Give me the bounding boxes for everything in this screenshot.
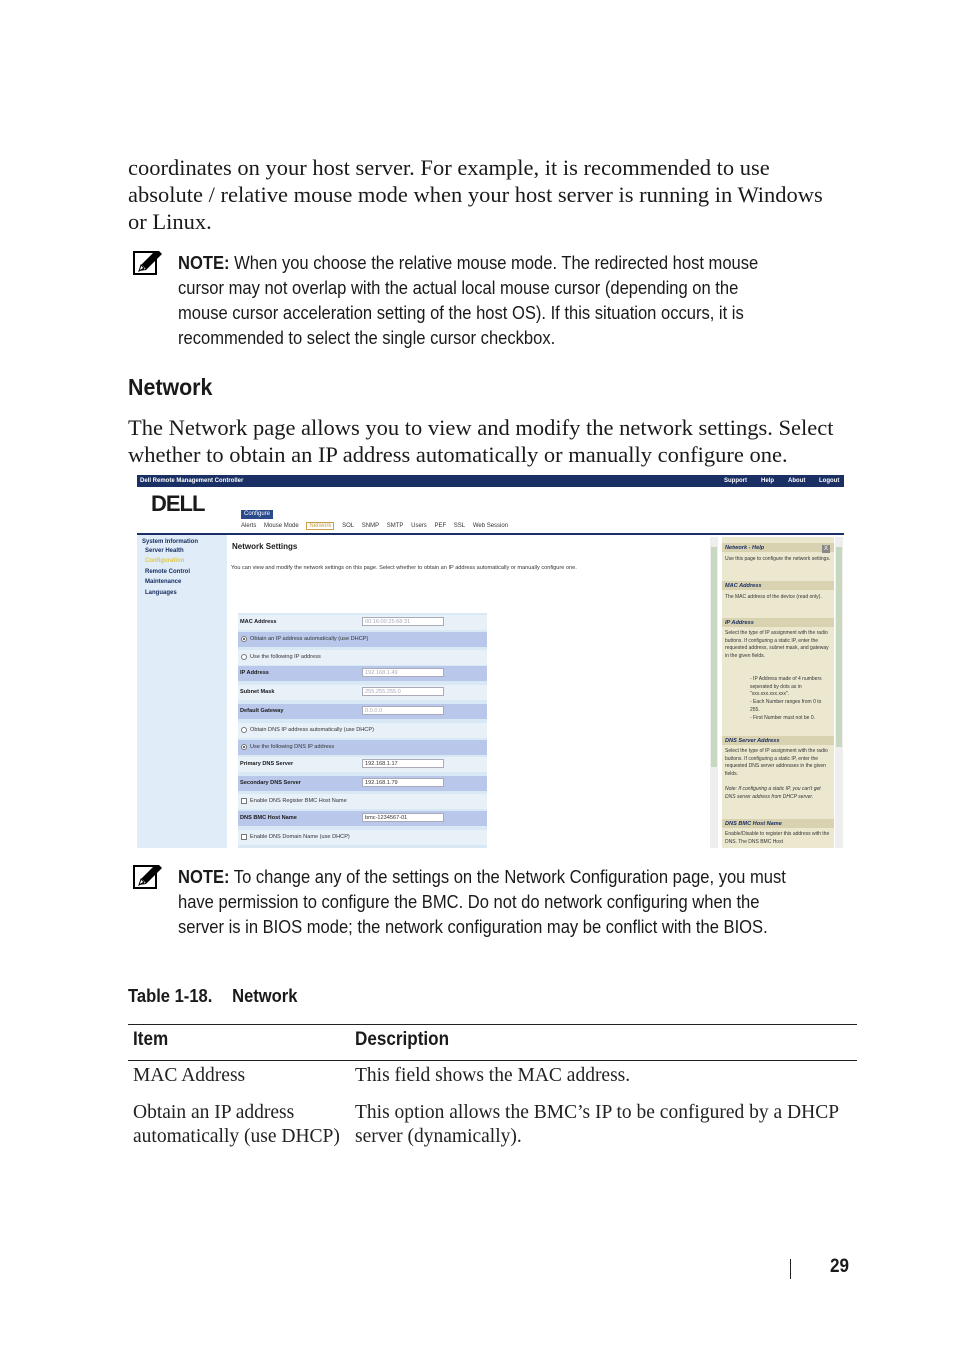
- logout-link[interactable]: Logout: [819, 478, 840, 484]
- subnav-snmp[interactable]: SNMP: [361, 523, 380, 529]
- support-link[interactable]: Support: [724, 478, 747, 484]
- help-dns-note: Note: If configuring a static IP, you can't get DNS server address from DHCP server.: [725, 786, 821, 800]
- domain-checkbox[interactable]: [241, 834, 247, 840]
- section-line: The Network page allows you to view and modify the network settings. Select: [128, 415, 834, 440]
- help-title: Network - Help: [725, 545, 765, 551]
- static-dns-row: [238, 740, 487, 755]
- column-header-description: Description: [355, 1029, 450, 1050]
- mac-row: [238, 615, 487, 630]
- intro-line: or Linux.: [128, 209, 212, 234]
- static-ip-row: [238, 650, 487, 665]
- app-title: Dell Remote Management Controller: [140, 478, 244, 484]
- gateway-label: Default Gateway: [240, 708, 284, 714]
- cell-line: This option allows the BMC’s IP to be configured by a DHCP: [355, 1102, 840, 1123]
- close-icon[interactable]: X: [823, 546, 828, 552]
- network-settings-screenshot: [137, 475, 844, 848]
- table-header-rule: [128, 1060, 857, 1061]
- static-ip-label: Use the following IP address: [250, 654, 321, 660]
- scroll-thumb[interactable]: [836, 547, 842, 747]
- domain-row: [238, 830, 487, 845]
- dns2-row: [238, 776, 487, 791]
- page-description: You can view and modify the network settings on this page. Select whether to obtain an IP address automatically or manually configure one.: [231, 565, 577, 571]
- note-pencil-icon: [133, 865, 163, 891]
- ip-field[interactable]: 192.168.1.49: [362, 668, 444, 677]
- subnav-network[interactable]: Network: [306, 522, 334, 530]
- mask-field[interactable]: 255.255.255.0: [362, 687, 444, 696]
- subnav-smtp[interactable]: SMTP: [386, 523, 404, 529]
- help-dns-heading: DNS Server Address: [725, 738, 780, 744]
- note-text: have permission to configure the BMC. Do not do network configuring when the: [178, 891, 760, 912]
- subnav-users[interactable]: Users: [411, 523, 427, 529]
- nav-maintenance[interactable]: Maintenance: [145, 579, 182, 585]
- nav-configuration[interactable]: Configuration: [145, 558, 185, 564]
- static-ip-radio[interactable]: [241, 654, 247, 660]
- network-form: [238, 613, 487, 848]
- mac-field: 00:16:00:25:68:31: [362, 617, 444, 626]
- app-title-bar: [137, 475, 844, 487]
- subnav-alerts[interactable]: Alerts: [241, 523, 257, 529]
- help-host-text: Enable/Disable to register this address with the DNS. The DNS BMC Host: [725, 831, 830, 845]
- dns2-field[interactable]: 192.168.1.79: [362, 778, 444, 787]
- note-text: cursor may not overlap with the actual local mouse cursor (depending on the: [178, 277, 739, 298]
- note-text: server is in BIOS mode; the network configuration may be conflict with the BIOS.: [178, 916, 768, 937]
- gateway-row: [238, 704, 487, 719]
- help-ip-bullet: - Each Number ranges from 0 to 255.: [750, 699, 822, 713]
- nav-remote-control[interactable]: Remote Control: [145, 569, 190, 575]
- dns1-row: [238, 757, 487, 772]
- subnav-web-session[interactable]: Web Session: [472, 523, 509, 529]
- scroll-thumb[interactable]: [711, 547, 717, 767]
- host-field[interactable]: bmc-1234567-01: [362, 813, 444, 822]
- help-dns-text: Select the type of IP assignment with the radio buttons. If configuring a static IP, enter the requested DNS server addresses in the given fields.: [725, 748, 828, 777]
- page-title: Network Settings: [232, 542, 298, 551]
- cell-line: Obtain an IP address: [133, 1102, 295, 1123]
- mac-label: MAC Address: [240, 619, 277, 625]
- register-row: [238, 794, 487, 809]
- help-scrollbar[interactable]: [835, 537, 843, 848]
- subnav-pef[interactable]: PEF: [434, 523, 447, 529]
- note-text: mouse cursor acceleration setting of the host OS). If this situation occurs, it is: [178, 302, 744, 323]
- config-subnav: [241, 522, 514, 532]
- note-text: When you choose the relative mouse mode. The redirected host mouse: [234, 252, 759, 273]
- host-row: [238, 811, 487, 826]
- help-panel: [722, 537, 834, 848]
- subnav-ssl[interactable]: SSL: [453, 523, 466, 529]
- section-paragraph: [128, 414, 854, 468]
- table-title: Network: [232, 985, 298, 1006]
- help-intro: Use this page to configure the network settings.: [725, 556, 831, 562]
- dell-logo: DELL: [151, 491, 205, 516]
- note-2: [178, 864, 790, 939]
- register-checkbox[interactable]: [241, 798, 247, 804]
- register-label: Enable DNS Register BMC Host Name: [250, 798, 347, 804]
- intro-line: coordinates on your host server. For example, it is recommended to use: [128, 155, 770, 180]
- help-host-heading: DNS BMC Host Name: [725, 821, 782, 827]
- table-cell-description: [355, 1101, 839, 1149]
- left-nav: [137, 535, 227, 848]
- cell-line: MAC Address: [133, 1065, 246, 1086]
- dhcp-dns-label: Obtain DNS IP address automatically (use DHCP): [250, 727, 374, 733]
- gateway-field[interactable]: 0.0.0.0: [362, 706, 444, 715]
- main-scrollbar[interactable]: [710, 537, 718, 848]
- table-top-rule: [128, 1024, 857, 1025]
- dhcp-ip-label: Obtain an IP address automatically (use DHCP): [250, 636, 369, 642]
- nav-server-health[interactable]: Server Health: [145, 548, 184, 554]
- note-text: recommended to select the single cursor checkbox.: [178, 327, 556, 348]
- table-number: Table 1-18.: [128, 985, 213, 1006]
- help-mac-heading: MAC Address: [725, 583, 762, 589]
- table-caption: [128, 985, 297, 1007]
- help-link[interactable]: Help: [761, 478, 775, 484]
- note-text: To change any of the settings on the Network Configuration page, you must: [233, 866, 786, 887]
- note-1: [178, 250, 790, 350]
- subnav-sol[interactable]: SOL: [342, 523, 355, 529]
- about-link[interactable]: About: [788, 478, 806, 484]
- dhcp-ip-row: [238, 632, 487, 647]
- intro-paragraph: [128, 154, 854, 235]
- static-dns-label: Use the following DNS IP address: [250, 744, 335, 750]
- table-cell-description: [355, 1064, 630, 1088]
- domain-label: Enable DNS Domain Name (use DHCP): [250, 834, 350, 840]
- subnav-mouse-mode[interactable]: Mouse Mode: [264, 523, 299, 529]
- dns1-field[interactable]: 192.168.1.17: [362, 759, 444, 768]
- help-ip-heading: IP Address: [725, 620, 754, 626]
- mask-label: Subnet Mask: [240, 689, 275, 695]
- dns1-label: Primary DNS Server: [240, 761, 294, 767]
- help-mac-text: The MAC address of the device (read only).: [725, 594, 822, 600]
- nav-languages[interactable]: Languages: [145, 590, 177, 596]
- note-label: NOTE:: [178, 252, 230, 273]
- cell-line: This field shows the MAC address.: [355, 1065, 631, 1086]
- dhcp-ip-radio[interactable]: [241, 636, 247, 642]
- table-cell-item: [133, 1064, 245, 1088]
- section-line: whether to obtain an IP address automatically or manually configure one.: [128, 442, 788, 467]
- page-number: 29: [830, 1256, 850, 1277]
- intro-line: absolute / relative mouse mode when your host server is running in Windows: [128, 182, 823, 207]
- static-dns-radio[interactable]: [241, 744, 247, 750]
- footer-divider: [790, 1259, 791, 1279]
- note-label: NOTE:: [178, 866, 230, 887]
- section-heading: Network: [128, 374, 213, 400]
- cell-line: server (dynamically).: [355, 1126, 522, 1147]
- help-ip-text: Select the type of IP assignment with the radio buttons. If configuring a static IP, enter the requested address, subnet mask, and gateway in the given fields.: [725, 630, 829, 659]
- host-label: DNS BMC Host Name: [240, 815, 297, 821]
- note-pencil-icon: [133, 251, 163, 277]
- ip-row: [238, 666, 487, 681]
- ip-label: IP Address: [240, 670, 269, 676]
- main-panel: [229, 535, 709, 848]
- nav-system-information[interactable]: System Information: [142, 539, 199, 545]
- tab-configure[interactable]: Configure: [241, 510, 273, 519]
- mask-row: [238, 685, 487, 700]
- dns2-label: Secondary DNS Server: [240, 780, 301, 786]
- cell-line: automatically (use DHCP): [133, 1126, 340, 1147]
- dhcp-dns-row: [238, 723, 487, 738]
- table-cell-item: [133, 1101, 340, 1149]
- help-ip-bullet: - IP Address made of 4 numbers seperated by dots as in "xxx.xxx.xxx.xxx".: [750, 676, 822, 697]
- dhcp-dns-radio[interactable]: [241, 727, 247, 733]
- help-ip-bullet: - First Number must not be 0.: [750, 715, 816, 721]
- column-header-item: Item: [133, 1029, 169, 1050]
